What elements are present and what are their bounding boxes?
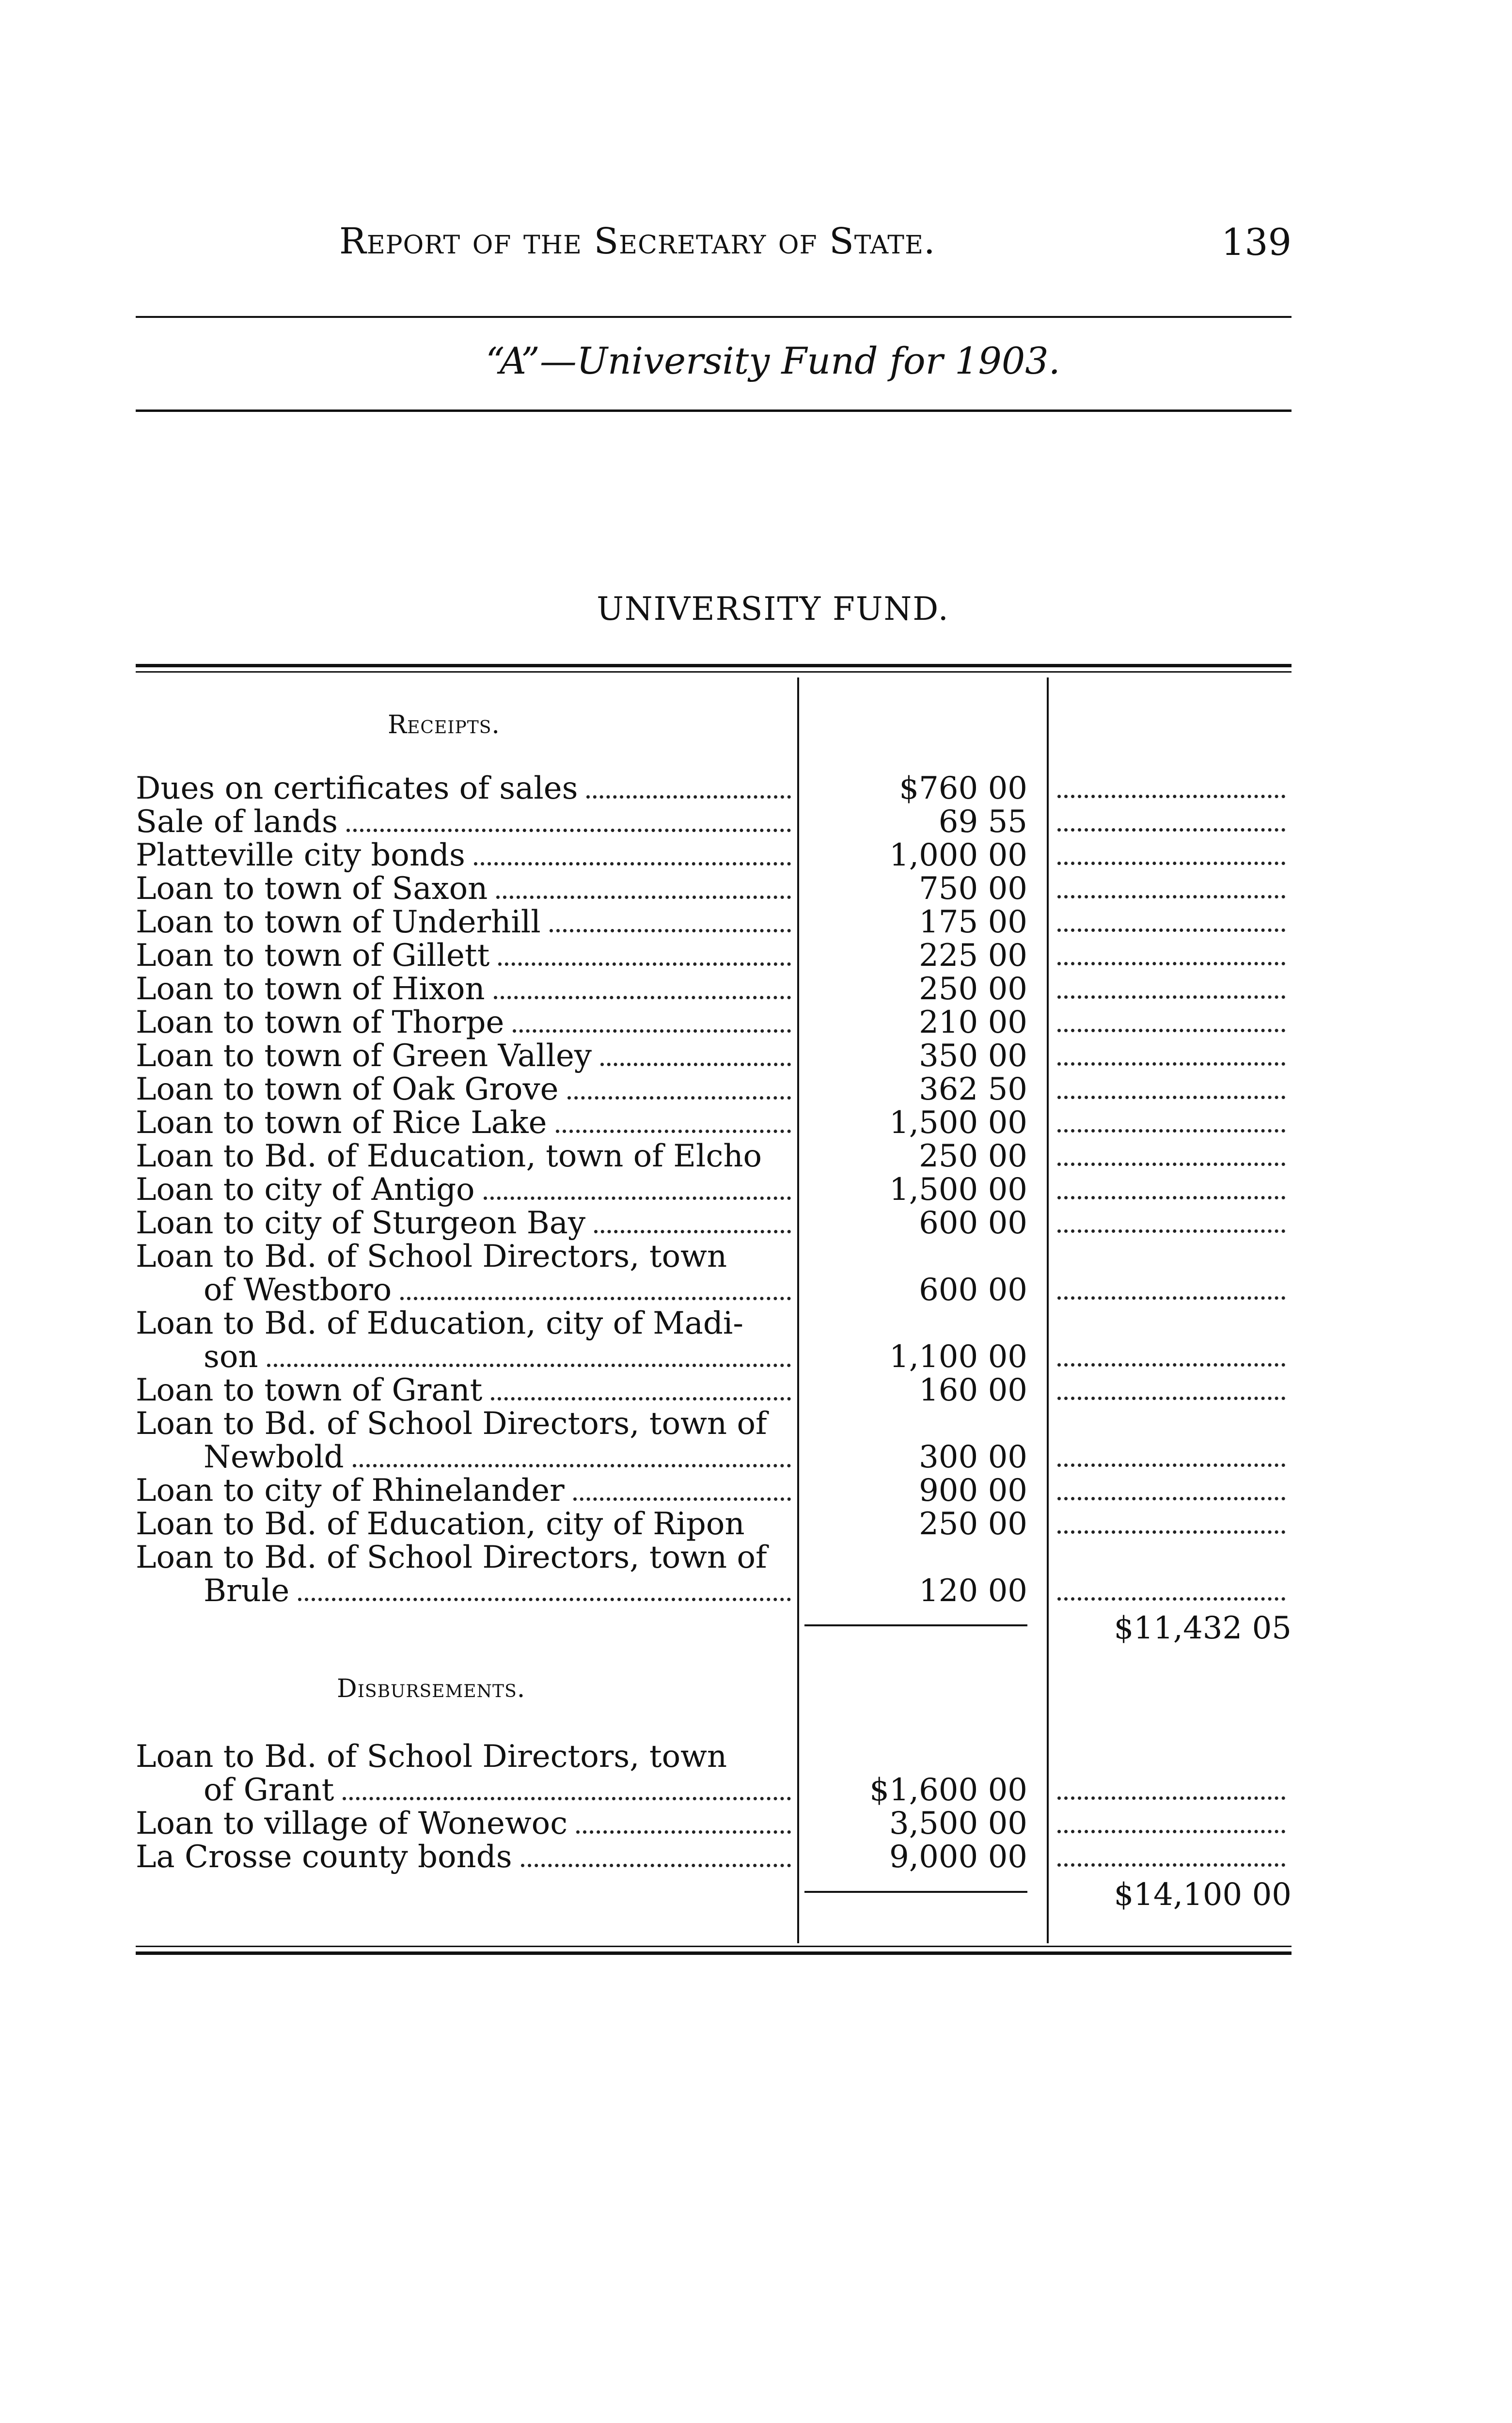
table-row [0, 1106, 1512, 1140]
total-column-leader [1057, 1296, 1285, 1300]
total-column-leader [1057, 1397, 1285, 1400]
receipts-subtotal-rule [804, 1624, 1027, 1626]
row-amount: 300 00 [919, 1439, 1027, 1475]
row-amount: 900 00 [919, 1473, 1027, 1509]
table-row [0, 1173, 1512, 1207]
total-column-leader [1057, 828, 1285, 832]
row-description: Loan to city of Antigo [136, 1173, 475, 1207]
row-amount: $1,600 00 [869, 1772, 1027, 1808]
dot-leader [521, 1864, 791, 1867]
total-column-leader [1057, 1129, 1285, 1133]
row-description: Loan to town of Gillett [136, 939, 490, 973]
total-column-leader [1057, 1863, 1285, 1867]
total-column-leader [1057, 1196, 1285, 1199]
table-row [0, 1240, 1512, 1274]
disbursements-subtotal-rule [804, 1891, 1027, 1893]
table-row [0, 1807, 1512, 1841]
total-column-leader [1057, 1463, 1285, 1467]
table-row [0, 1440, 1512, 1474]
subtitle-rule [136, 409, 1292, 412]
total-column-leader [1057, 1029, 1285, 1032]
row-description: Newbold [204, 1440, 344, 1474]
row-amount: 1,100 00 [889, 1339, 1027, 1375]
table-row [0, 1006, 1512, 1039]
row-amount: 9,000 00 [889, 1839, 1027, 1875]
row-description: Loan to town of Grant [136, 1373, 483, 1407]
row-amount: 1,500 00 [889, 1172, 1027, 1208]
dot-leader [343, 1797, 791, 1800]
total-column-leader [1057, 1229, 1285, 1233]
dot-leader [573, 1497, 791, 1501]
total-column-leader [1057, 862, 1285, 865]
section-subtitle: “A”—University Fund for 1903. [486, 339, 1060, 382]
dot-leader [556, 1130, 791, 1133]
row-description: Loan to town of Oak Grove [136, 1072, 559, 1106]
dot-leader [498, 962, 791, 966]
table-row [0, 1740, 1512, 1774]
dot-leader [400, 1297, 791, 1300]
row-amount: 120 00 [919, 1573, 1027, 1609]
row-description: Loan to Bd. of School Directors, town [136, 1240, 727, 1274]
table-row [0, 1574, 1512, 1608]
dot-leader [346, 829, 791, 832]
dot-leader [567, 1096, 791, 1100]
table-row [0, 939, 1512, 973]
dot-leader [594, 1230, 791, 1233]
row-amount: 1,000 00 [889, 837, 1027, 873]
row-amount: 175 00 [919, 904, 1027, 940]
total-column-leader [1057, 1830, 1285, 1833]
total-column-leader [1057, 1363, 1285, 1367]
row-description: Brule [204, 1574, 290, 1608]
total-column-leader [1057, 1796, 1285, 1800]
table-row [0, 838, 1512, 872]
dot-leader [513, 1029, 791, 1033]
dot-leader [484, 1196, 791, 1200]
dot-leader [550, 929, 791, 932]
table-row [0, 1072, 1512, 1106]
row-description: Loan to Bd. of School Directors, town of [136, 1407, 767, 1441]
dot-leader [267, 1364, 791, 1367]
page-number: 139 [1221, 220, 1292, 264]
dot-leader [491, 1397, 791, 1400]
table-row [0, 872, 1512, 906]
table-row [0, 771, 1512, 805]
header-rule [136, 316, 1292, 318]
dot-leader [353, 1464, 791, 1467]
row-description: Loan to town of Thorpe [136, 1006, 504, 1039]
total-column-leader [1057, 895, 1285, 898]
total-column-leader [1057, 1062, 1285, 1066]
table-row [0, 1840, 1512, 1874]
table-row [0, 1306, 1512, 1340]
total-column-leader [1057, 928, 1285, 932]
row-amount: 3,500 00 [889, 1806, 1027, 1841]
table-bottom-rule [136, 1946, 1292, 1947]
row-description: Loan to town of Underhill [136, 905, 541, 939]
total-column-leader [1057, 995, 1285, 999]
table-row [0, 1340, 1512, 1374]
row-amount: 600 00 [919, 1272, 1027, 1308]
table-row [0, 905, 1512, 939]
row-description: Loan to Bd. of Education, town of Elcho [136, 1139, 762, 1173]
dot-leader [586, 795, 791, 799]
row-description: Loan to Bd. of Education, city of Ripon [136, 1507, 745, 1541]
table-row [0, 1773, 1512, 1807]
dot-leader [576, 1830, 791, 1834]
row-description: Loan to city of Sturgeon Bay [136, 1206, 586, 1240]
row-description: Loan to town of Rice Lake [136, 1106, 547, 1140]
table-top-rule-thin [136, 671, 1292, 673]
row-description: Sale of lands [136, 805, 338, 839]
receipts-heading: Receipts. [388, 710, 500, 739]
total-column-leader [1057, 1497, 1285, 1500]
disbursements-total: $14,100 00 [1114, 1877, 1292, 1913]
total-column-leader [1057, 1597, 1285, 1601]
row-description: Loan to Bd. of School Directors, town of [136, 1541, 767, 1574]
table-row [0, 1206, 1512, 1240]
table-row [0, 1474, 1512, 1508]
row-amount: 225 00 [919, 938, 1027, 974]
total-column-leader [1057, 795, 1285, 798]
table-top-rule [136, 664, 1292, 667]
table-title: UNIVERSITY FUND. [597, 590, 949, 628]
total-column-leader [1057, 962, 1285, 965]
row-amount: 250 00 [919, 1138, 1027, 1174]
table-row [0, 1541, 1512, 1574]
row-description: Loan to town of Green Valley [136, 1039, 592, 1073]
row-description: Loan to village of Wonewoc [136, 1807, 568, 1841]
row-description: Loan to city of Rhinelander [136, 1474, 565, 1508]
row-amount: 362 50 [919, 1071, 1027, 1107]
row-amount: 160 00 [919, 1372, 1027, 1408]
total-column-leader [1057, 1163, 1285, 1166]
table-bottom-rule-thick [136, 1951, 1292, 1955]
row-amount: 210 00 [919, 1005, 1027, 1040]
table-row [0, 1407, 1512, 1441]
row-description: Loan to town of Hixon [136, 972, 485, 1006]
row-description: son [204, 1340, 258, 1374]
row-amount: 350 00 [919, 1038, 1027, 1074]
row-description: of Westboro [204, 1273, 392, 1307]
row-amount: 69 55 [938, 804, 1027, 840]
total-column-leader [1057, 1096, 1285, 1099]
row-amount: 250 00 [919, 971, 1027, 1007]
table-row [0, 1273, 1512, 1307]
running-head: Report of the Secretary of State. [339, 220, 936, 262]
dot-leader [600, 1063, 791, 1066]
total-column-leader [1057, 1530, 1285, 1534]
row-description: Loan to Bd. of School Directors, town [136, 1740, 727, 1774]
dot-leader [474, 862, 791, 865]
row-amount: 250 00 [919, 1506, 1027, 1542]
dot-leader [494, 996, 791, 999]
table-row [0, 1507, 1512, 1541]
row-amount: 750 00 [919, 871, 1027, 907]
row-amount: 1,500 00 [889, 1105, 1027, 1141]
table-row [0, 1373, 1512, 1407]
dot-leader [298, 1598, 791, 1601]
row-amount: $760 00 [899, 771, 1027, 806]
row-amount: 600 00 [919, 1205, 1027, 1241]
table-row [0, 1139, 1512, 1173]
receipts-total: $11,432 05 [1114, 1610, 1292, 1646]
row-description: La Crosse county bonds [136, 1840, 512, 1874]
table-row [0, 805, 1512, 839]
dot-leader [496, 896, 791, 899]
row-description: Dues on certificates of sales [136, 771, 578, 805]
row-description: of Grant [204, 1773, 334, 1807]
disbursements-heading: Disbursements. [337, 1674, 526, 1703]
row-description: Loan to Bd. of Education, city of Madi- [136, 1306, 743, 1340]
table-row [0, 1039, 1512, 1073]
row-description: Loan to town of Saxon [136, 872, 488, 906]
row-description: Platteville city bonds [136, 838, 465, 872]
table-row [0, 972, 1512, 1006]
